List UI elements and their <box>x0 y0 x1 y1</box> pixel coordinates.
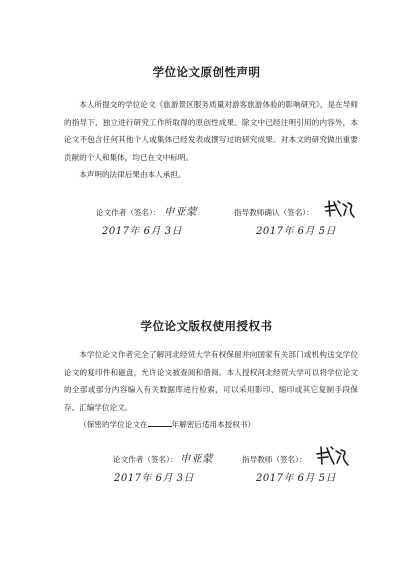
declaration-paragraph: 本人所提交的学位论文《旅游景区服务质量对游客旅游体验的影响研究》，是在导师的指导下，独立进行研究工作所取得的原创性成果。除文中已经注明引用的内容外，本论文不包含任何其他个人或集体已经发表或撰写过的研究成果。对本文的研究做出重要贡献的个人和集体，均已在文中标明。 <box>64 100 358 162</box>
declaration-advisor-label: 指导教师确认（签名）： <box>234 208 314 217</box>
declaration-paragraph: 本声明的法律后果由本人承担。 <box>79 170 186 179</box>
declaration-author-label: 论文作者（签名）： <box>96 208 161 217</box>
declaration-advisor-signature-image <box>322 198 356 220</box>
authorization-advisor-label: 指导教师（签名）： <box>242 455 307 464</box>
declaration-advisor-date: 2017年 6月 5日 <box>256 226 337 237</box>
secret-clause-prefix: （保密的学位论文在 <box>79 420 148 429</box>
authorization-author-date: 2017年 6月 3日 <box>114 473 195 484</box>
authorization-author-label: 论文作者（签名）： <box>113 455 178 464</box>
secret-clause-suffix: 年解密后适用本授权书） <box>171 420 256 429</box>
authorization-author-signature: 申亚蒙 <box>180 453 213 465</box>
authorization-advisor-date: 2017年 6月 5日 <box>256 473 337 484</box>
declaration-author-signature: 申亚蒙 <box>164 206 197 218</box>
authorization-title: 学位论文版权使用授权书 <box>140 319 273 333</box>
declaration-body <box>64 96 358 184</box>
declaration-author-date: 2017年 6月 3日 <box>102 226 183 237</box>
authorization-body <box>64 346 358 434</box>
authorization-advisor-signature-image <box>314 444 350 468</box>
declaration-title: 学位论文原创性声明 <box>152 65 261 79</box>
secret-clause <box>64 416 358 434</box>
secret-year-blank <box>148 418 172 427</box>
authorization-paragraph: 本学位论文作者完全了解河北经贸大学有权保留并向国家有关部门或机构送交学位论文的复印件和磁盘，允许论文被查阅和借阅。本人授权河北经贸大学可以将学位论文的全部或部分内容编入有关数据库进行检索，可以采用影印、缩印或其它复制手段保存、汇编学位论文。 <box>64 350 358 412</box>
